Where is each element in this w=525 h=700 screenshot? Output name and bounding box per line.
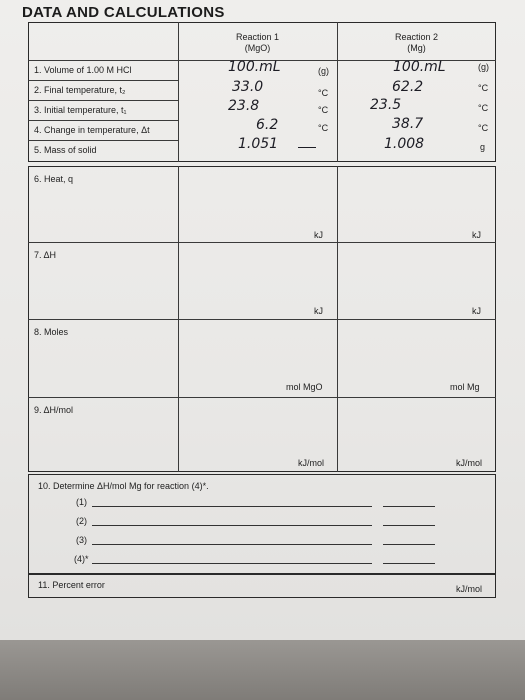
r2-final-temp-unit: °C — [478, 83, 489, 93]
r1-delta-h-per-mol-unit: kJ/mol — [298, 458, 325, 468]
section-10-label: 10. Determine ΔH/mol Mg for reaction (4)*. — [38, 481, 209, 491]
calc-line-4-label: (4)* — [74, 554, 89, 564]
reaction2-header: Reaction 2 (Mg) — [394, 32, 439, 53]
table-surface — [0, 640, 525, 700]
r2-delta-h-per-mol-unit: kJ/mol — [456, 458, 483, 468]
r1-change-temp-value: 6.2 — [256, 117, 279, 133]
calc-line-2-blank — [92, 525, 372, 526]
row-label-delta-h-per-mol: 9. ΔH/mol — [34, 405, 74, 415]
calc-line-4-blank — [92, 563, 372, 564]
r1-change-temp-unit: °C — [318, 123, 329, 133]
reaction1-header: Reaction 1 (MgO) — [235, 32, 280, 53]
r1-volume-value: 100.mL — [228, 59, 281, 75]
r2-initial-temp-value: 23.5 — [370, 97, 402, 113]
r1-final-temp-unit: °C — [318, 88, 329, 98]
r1-initial-temp-value: 23.8 — [228, 98, 260, 114]
row-label-change-temp: 4. Change in temperature, Δt — [34, 125, 150, 135]
r2-final-temp-value: 62.2 — [392, 79, 424, 95]
row-label-final-temp: 2. Final temperature, t₂ — [34, 85, 126, 95]
r2-volume-unit: (g) — [478, 62, 489, 72]
percent-error-unit: kJ/mol — [456, 584, 483, 594]
r2-delta-h-unit: kJ — [472, 306, 481, 316]
calc-line-2-label: (2) — [76, 516, 87, 526]
r2-heat-unit: kJ — [472, 230, 481, 240]
calc-line-1-result — [383, 506, 435, 507]
r2-mass-unit: g — [480, 142, 486, 152]
calc-line-3-result — [383, 544, 435, 545]
r1-final-temp-value: 33.0 — [232, 79, 264, 95]
r2-change-temp-value: 38.7 — [392, 116, 424, 132]
calc-line-3-label: (3) — [76, 535, 87, 545]
row-label-heat: 6. Heat, q — [34, 174, 74, 184]
r1-mass-value: 1.051 — [238, 136, 279, 152]
r1-moles-unit: mol MgO — [286, 382, 323, 392]
section-11-label: 11. Percent error — [38, 580, 105, 590]
r2-volume-value: 100.mL — [393, 59, 446, 75]
r1-heat-unit: kJ — [314, 230, 323, 240]
page-title: DATA AND CALCULATIONS — [22, 4, 225, 21]
r1-delta-h-unit: kJ — [314, 306, 323, 316]
row-label-delta-h: 7. ΔH — [34, 250, 57, 260]
row-label-moles: 8. Moles — [34, 327, 69, 337]
row-label-initial-temp: 3. Initial temperature, t₁ — [34, 105, 127, 115]
row-label-volume: 1. Volume of 1.00 M HCl — [34, 65, 132, 75]
r2-initial-temp-unit: °C — [478, 103, 489, 113]
r2-moles-unit: mol Mg — [450, 382, 480, 392]
r1-mass-dash — [298, 147, 316, 148]
r2-mass-value: 1.008 — [384, 136, 425, 152]
calc-line-1-blank — [92, 506, 372, 507]
calc-line-2-result — [383, 525, 435, 526]
r1-initial-temp-unit: °C — [318, 105, 329, 115]
r2-change-temp-unit: °C — [478, 123, 489, 133]
calc-line-3-blank — [92, 544, 372, 545]
calc-line-1-label: (1) — [76, 497, 87, 507]
row-label-mass: 5. Mass of solid — [34, 145, 97, 155]
calc-line-4-result — [383, 563, 435, 564]
r1-volume-unit: (g) — [318, 66, 329, 76]
